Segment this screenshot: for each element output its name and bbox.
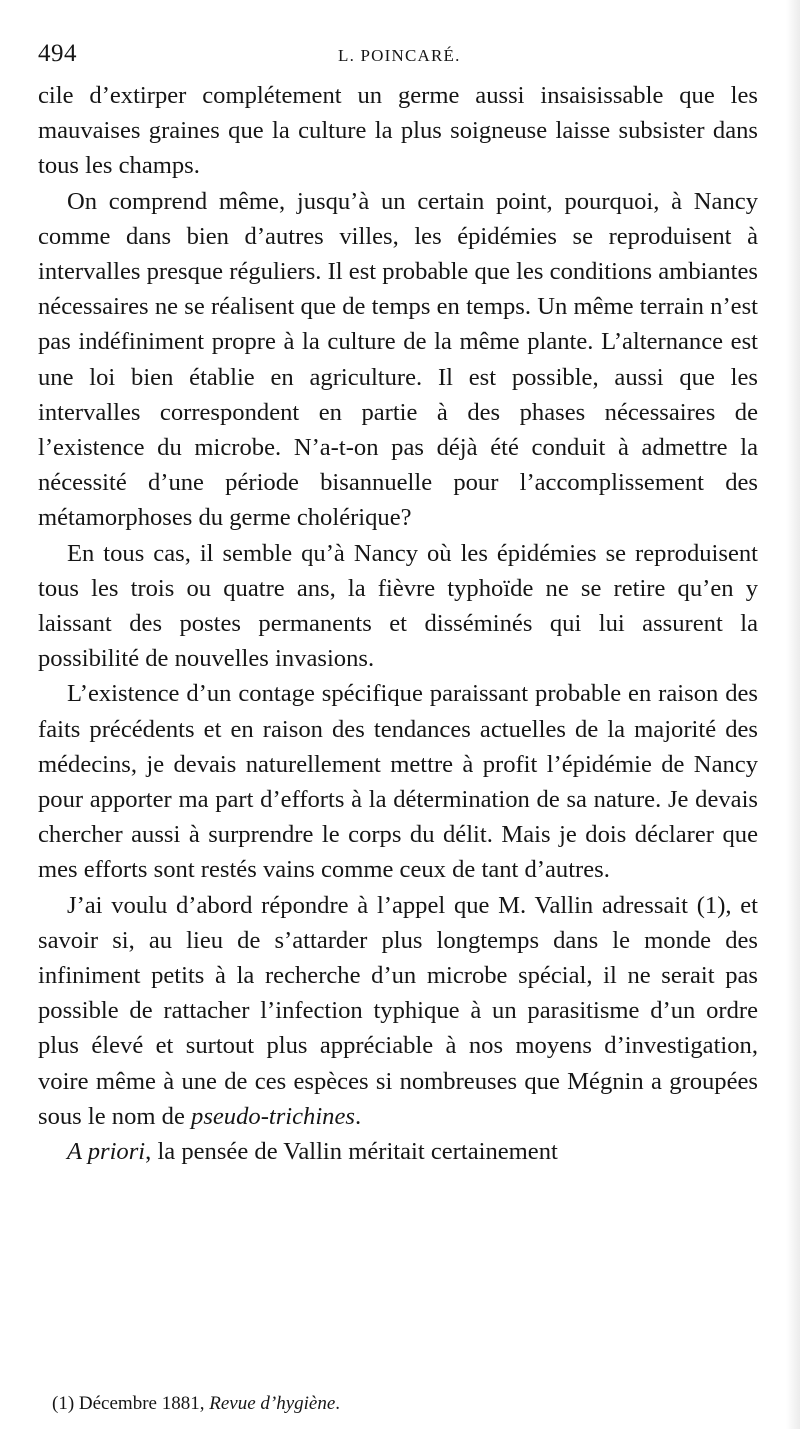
paragraph-text: , la pensée de Vallin méritait certainement (145, 1138, 558, 1166)
paragraph-continued: cile d’extirper complétement un germe aussi insaisissable que les mauvaises graines que la culture la plus soigneuse laisse subsister dans tous les champs. (38, 82, 758, 180)
footnote-marker: (1) Décembre 1881, (52, 1393, 210, 1414)
paragraph: L’existence d’un contage spécifique paraissant probable en raison des faits précédents et en raison des tendances actuelles de la majorité des médecins, je devais naturellement mettre à profit l’épidémie de Nancy pour apporter ma part d’efforts à la détermination de sa nature. Je devais chercher aussi à surprendre le corps du délit. Mais je dois déclarer que mes efforts sont restés vains comme ceux de tant d’autres. (38, 680, 758, 884)
footnote-end: . (335, 1393, 341, 1414)
running-head: L. POINCARÉ. (338, 46, 461, 65)
paragraph: On comprend même, jusqu’à un certain point, pourquoi, à Nancy comme dans bien d’autres villes, les épidémies se reproduisent à intervalles presque réguliers. Il est probable que les conditions ambiantes nécessaires ne se réalisent que de temps en temps. Un même terrain n’est pas indéfiniment propre à la culture de la même plante. L’alternance est une loi bien établie en agriculture. Il est possible, aussi que les intervalles correspondent en partie à des phases nécessaires de l’existence du microbe. N’a-t-on pas déjà été conduit à admettre la nécessité d’une période bisannuelle pour l’accomplissement des métamorphoses du germe cholérique? (38, 187, 758, 532)
page-number: 494 (38, 40, 77, 67)
paragraph: En tous cas, il semble qu’à Nancy où les épidémies se reproduisent tous les trois ou quatre ans, la fièvre typhoïde ne se retire qu’en y laissant des postes permanents et disséminés qui lui assurent la possibilité de nouvelles invasions. (38, 539, 758, 673)
body-text (38, 78, 758, 1169)
page-edge-shadow (786, 0, 800, 1429)
paragraph-end: . (354, 1102, 362, 1130)
page-header (38, 40, 760, 72)
footnote-journal: Revue d’hygiène (209, 1393, 336, 1414)
italic-phrase: A priori (67, 1138, 146, 1166)
paragraph (38, 888, 758, 1134)
paragraph (38, 1134, 758, 1169)
paragraph-text: J’ai voulu d’abord répondre à l’appel que M. Vallin adressait (1), et savoir si, au lieu de s’attarder plus longtemps dans le monde des infiniment petits à la recherche d’un microbe spécial, il ne serait pas possible de rattacher l’infection typhique à un parasitisme d’un ordre plus élevé et surtout plus appréciable à nos moyens d’investigation, voire même à une de ces espèces si nombreuses que Mégnin a groupées sous le nom de (38, 891, 758, 1130)
italic-term: pseudo-trichines (191, 1102, 355, 1130)
footnote (52, 1392, 752, 1416)
